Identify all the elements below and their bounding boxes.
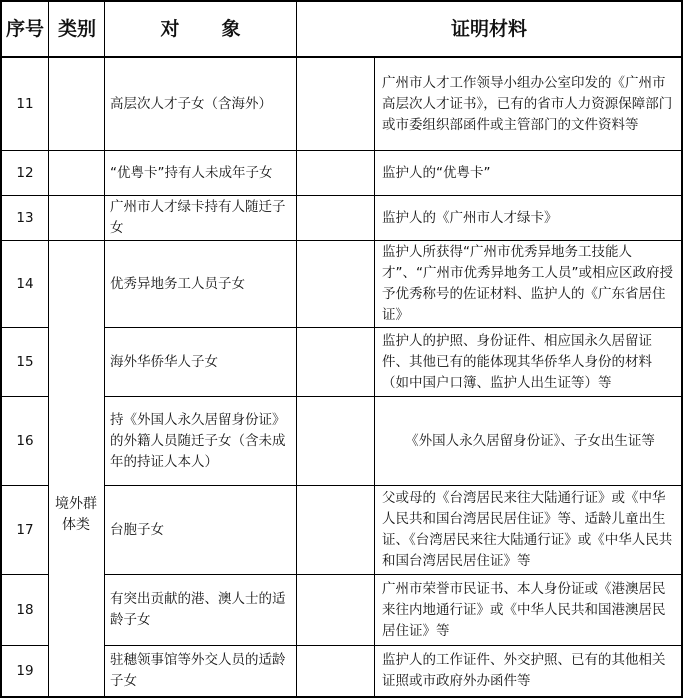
row-target: 有突出贡献的港、澳人士的适龄子女 [110, 591, 286, 628]
category-overseas-group: 境外群体类 [55, 496, 97, 533]
row-index: 12 [16, 164, 34, 181]
row-target: 台胞子女 [110, 521, 164, 538]
col-divider [48, 0, 49, 698]
row-target: 海外华侨华人子女 [110, 353, 218, 370]
row-proof: 监护人的“优粤卡” [382, 164, 491, 181]
header-category: 类别 [57, 18, 96, 40]
row-target: 高层次人才子女（含海外） [110, 95, 272, 112]
row-index: 16 [16, 432, 34, 449]
header-target: 对象 [160, 18, 283, 40]
row-index: 17 [16, 521, 34, 538]
row-proof: 广州市荣誉市民证书、本人身份证或《港澳居民来往内地通行证》或《中华人民共和国港澳居民居住证》等 [382, 580, 666, 639]
col-divider [374, 56, 375, 698]
row-proof: 《外国人永久居留身份证》、子女出生证等 [405, 432, 655, 449]
col-divider [296, 0, 297, 698]
row-target: 持《外国人永久居留身份证》的外籍人员随迁子女（含未成年的持证人本人） [110, 411, 286, 470]
row-proof: 监护人所获得“广州市优秀异地务工技能人才”、“广州市优秀异地务工人员”或相应区政府授予优秀称号的佐证材料、监护人的《广东省居住证》 [382, 244, 673, 323]
row-index: 14 [16, 275, 34, 292]
row-proof: 广州市人才工作领导小组办公室印发的《广州市高层次人才证书》，已有的省市人力资源保障部门或市委组织部函件或主管部门的文件资料等 [382, 74, 673, 133]
row-target: 驻穗领事馆等外交人员的适龄子女 [110, 652, 286, 689]
row-index: 18 [16, 601, 34, 618]
row-index: 11 [16, 95, 34, 112]
row-target: “优粤卡”持有人未成年子女 [110, 164, 273, 181]
header-proof: 证明材料 [450, 18, 527, 40]
row-proof: 监护人的护照、身份证件、相应国永久居留证件、其他已有的能体现其华侨华人身份的材料（如中国户口簿、监护人出生证等）等 [382, 332, 652, 391]
row-proof: 父或母的《台湾居民来往大陆通行证》或《中华人民共和国台湾居民居住证》等、适龄儿童出生证、《台湾居民来往大陆通行证》或《中华人民共和国台湾居民居住证》等 [382, 490, 673, 569]
row-proof: 监护人的工作证件、外交护照、已有的其他相关证照或市政府外办函件等 [382, 652, 666, 689]
row-target: 优秀异地务工人员子女 [110, 275, 245, 292]
row-target: 广州市人才绿卡持有人随迁子女 [110, 199, 286, 236]
header-index: 序号 [5, 18, 44, 40]
row-index: 13 [16, 209, 34, 226]
row-index: 19 [16, 662, 34, 679]
col-divider [104, 0, 105, 698]
row-index: 15 [16, 353, 34, 370]
row-proof: 监护人的《广州市人才绿卡》 [382, 209, 558, 226]
